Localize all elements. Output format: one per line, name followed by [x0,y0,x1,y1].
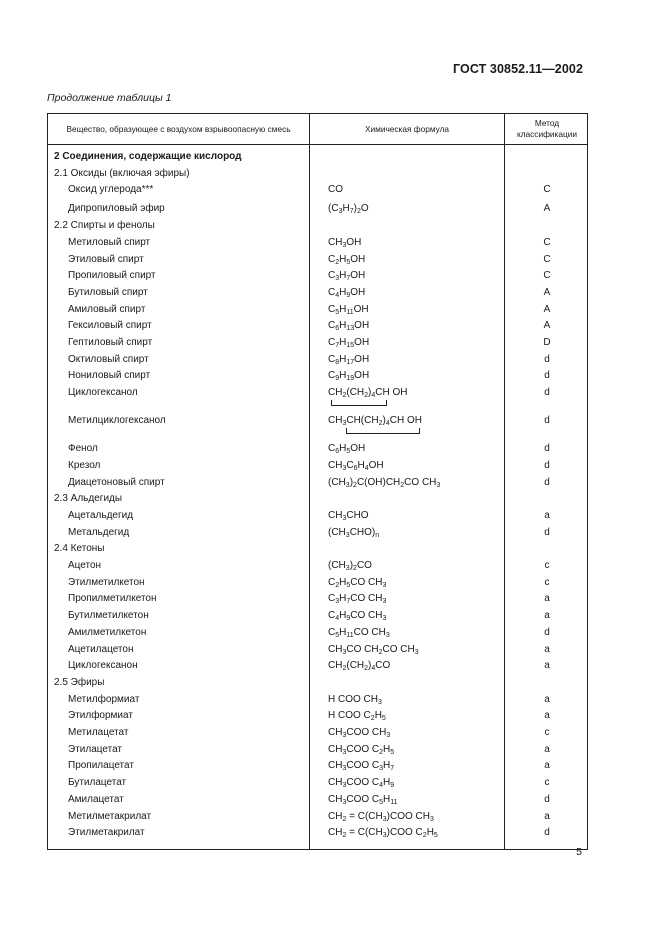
chemical-formula: $CH_2 = C(CH_3)COO$ $C_2H_5$ [328,827,438,840]
substance-name: Октиловый спирт [68,353,149,365]
table-continuation-caption: Продолжение таблицы 1 [47,92,172,104]
substance-name: Нониловый спирт [68,370,151,382]
chemical-formula: $C_3H_7CO$ $CH_3$ [328,593,387,606]
standard-designation: ГОСТ 30852.11—2002 [452,62,583,76]
substance-name: Амиловый спирт [68,303,146,315]
classification-method: c [544,727,550,738]
classification-method: a [544,743,550,755]
substance-name: Метиловый спирт [68,236,151,248]
chemical-formula: $CH_2(CH_2)_4CO$ [328,660,391,673]
column-header-substance: Вещество, образующее с воздухом взрывоопасную смесь [66,123,291,134]
substance-name: Амилметилкетон [68,626,147,638]
chemical-formula: $CH_3CH(CH_2)_4CH$ OH [328,415,422,428]
chemical-formula: $(C_3H_7)_2O$ [328,203,369,216]
substance-name: Ацетилацетон [68,643,134,655]
chemical-formula: $(CH_3)_2CO$ [328,560,372,572]
chemical-formula: H COO $C_2H_5$ [328,710,386,723]
chemical-formula: $C_3H_7OH$ [328,270,366,283]
substance-name: Этиловый спирт [68,253,144,265]
section-heading: 2.5 Эфиры [54,676,105,688]
chemical-formula: $C_2H_5OH$ [328,253,366,266]
classification-method: D [543,337,551,348]
substance-name: Этилацетат [68,743,122,755]
substance-name: Бутилметилкетон [68,610,149,622]
chemical-formula: $C_4H_9CO$ $CH_3$ [328,610,387,623]
chemical-formula: $CH_3COO$ $C_2H_5$ [328,743,395,756]
substance-name: Фенол [68,443,98,455]
chemical-formula: $(CH_3CHO)_n$ [328,526,380,539]
classification-method: d [544,793,550,805]
chemical-formula: $C_9H_{19}OH$ [328,370,370,383]
substance-name: Пропиловый спирт [68,270,156,282]
classification-method: a [544,693,550,705]
classification-method: d [544,476,550,488]
substance-name: Бутиловый спирт [68,286,148,298]
substance-name: Пропилацетат [68,760,134,772]
ring-bond-bracket [346,428,420,434]
substance-name: Этилметакрилат [68,827,145,839]
chemical-formula: $C_8H_{17}OH$ [328,353,370,366]
chemical-formula: $C_5H_{11}OH$ [328,303,369,316]
chemical-formula: $CH_2 = C(CH_3)COO$ $CH_3$ [328,810,434,823]
substance-name: Гептиловый спирт [68,337,153,348]
substance-name: Диацетоновый спирт [68,476,165,488]
substance-name: Метилацетат [68,727,129,738]
classification-method: d [544,827,550,839]
chemical-formula: $CH_3C_6H_4OH$ [328,459,384,472]
table-header [48,114,587,145]
section-heading: 2.3 Альдегиды [54,493,123,505]
substance-name: Бутилацетат [68,777,127,789]
classification-method: d [544,626,550,638]
chemical-formula: $CH_3COO$ $C_3H_7$ [328,760,395,773]
substance-name: Дипропиловый эфир [68,203,165,215]
classification-method: A [543,203,551,215]
substance-name: Метилциклогексанол [68,415,166,427]
classification-method: d [544,443,550,455]
classification-method: a [544,710,550,722]
classification-method: a [544,660,550,672]
substance-name: Циклогексанол [68,387,138,399]
column-divider [309,114,310,849]
chemical-formula: $CH_3CHO$ [328,509,369,522]
chemical-formula: $C_5H_{11}CO$ $CH_3$ [328,626,390,639]
classification-method: d [544,353,550,365]
substance-name: Амилацетат [68,793,124,805]
substance-name: Метальдегид [68,526,130,538]
page-number: 5 [576,846,582,858]
classification-method: c [544,560,550,571]
substance-name: Оксид углерода*** [68,184,154,196]
classification-method: a [544,509,550,521]
classification-method: A [543,320,551,332]
classification-method: C [543,270,551,282]
chemical-formula: $C_6H_{13}OH$ [328,320,370,333]
column-header-formula: Химическая формула [364,123,450,134]
chemical-formula: $(CH_3)_2C(OH)CH_2CO$ $CH_3$ [328,476,441,489]
chemical-formula: $C_6H_5OH$ [328,443,366,456]
classification-method: c [544,576,550,588]
classification-method: a [544,760,550,772]
classification-method: a [544,810,550,822]
classification-method: C [543,184,551,196]
column-header-method: Метод классификации [516,118,578,139]
chemical-formula: CO [328,184,343,196]
classification-method: C [543,236,551,248]
classification-method: a [544,593,550,605]
chemical-formula: $C_4H_9OH$ [328,286,366,299]
substance-name: Циклогексанон [68,660,138,672]
substance-name: Метилметакрилат [68,810,152,822]
chemical-formula: $CH_3OH$ [328,236,362,249]
substance-name: Крезол [68,459,101,471]
classification-method: C [543,253,551,265]
chemical-formula: $C_2H_5CO$ $CH_3$ [328,576,387,589]
substance-name: Метилформиат [68,693,140,705]
substance-name: Ацетальдегид [68,509,134,521]
classification-method: a [544,610,550,622]
chemical-formula: $CH_3COO$ $C_5H_{11}$ [328,793,398,806]
substance-name: Пропилметилкетон [68,593,157,605]
chemical-formula: $CH_3COO$ $CH_3$ [328,727,391,739]
section-heading: 2.4 Кетоны [54,543,105,555]
substance-name: Ацетон [68,560,102,571]
section-heading: 2 Соединения, содержащие кислород [54,151,242,162]
classification-method: d [544,526,550,538]
classification-method: d [544,387,550,399]
classification-method: d [544,370,550,382]
substances-table [47,113,588,850]
classification-method: d [544,459,550,471]
ring-bond-bracket [331,400,387,406]
section-heading: 2.2 Спирты и фенолы [54,220,155,232]
chemical-formula: H COO $CH_3$ [328,693,382,706]
chemical-formula: $CH_2(CH_2)_4CH$ OH [328,387,408,400]
classification-method: c [544,777,550,789]
substance-name: Этилформиат [68,710,133,722]
classification-method: d [544,415,550,427]
substance-name: Этилметилкетон [68,576,145,588]
section-heading: 2.1 Оксиды (включая эфиры) [54,167,190,179]
chemical-formula: $CH_3CO$ $CH_2CO$ $CH_3$ [328,643,419,656]
chemical-formula: $CH_3COO$ $C_4H_9$ [328,777,395,790]
substance-name: Гексиловый спирт [68,320,152,332]
classification-method: A [543,286,551,298]
chemical-formula: $C_7H_{15}OH$ [328,337,370,349]
classification-method: a [544,643,550,655]
classification-method: A [543,303,551,315]
